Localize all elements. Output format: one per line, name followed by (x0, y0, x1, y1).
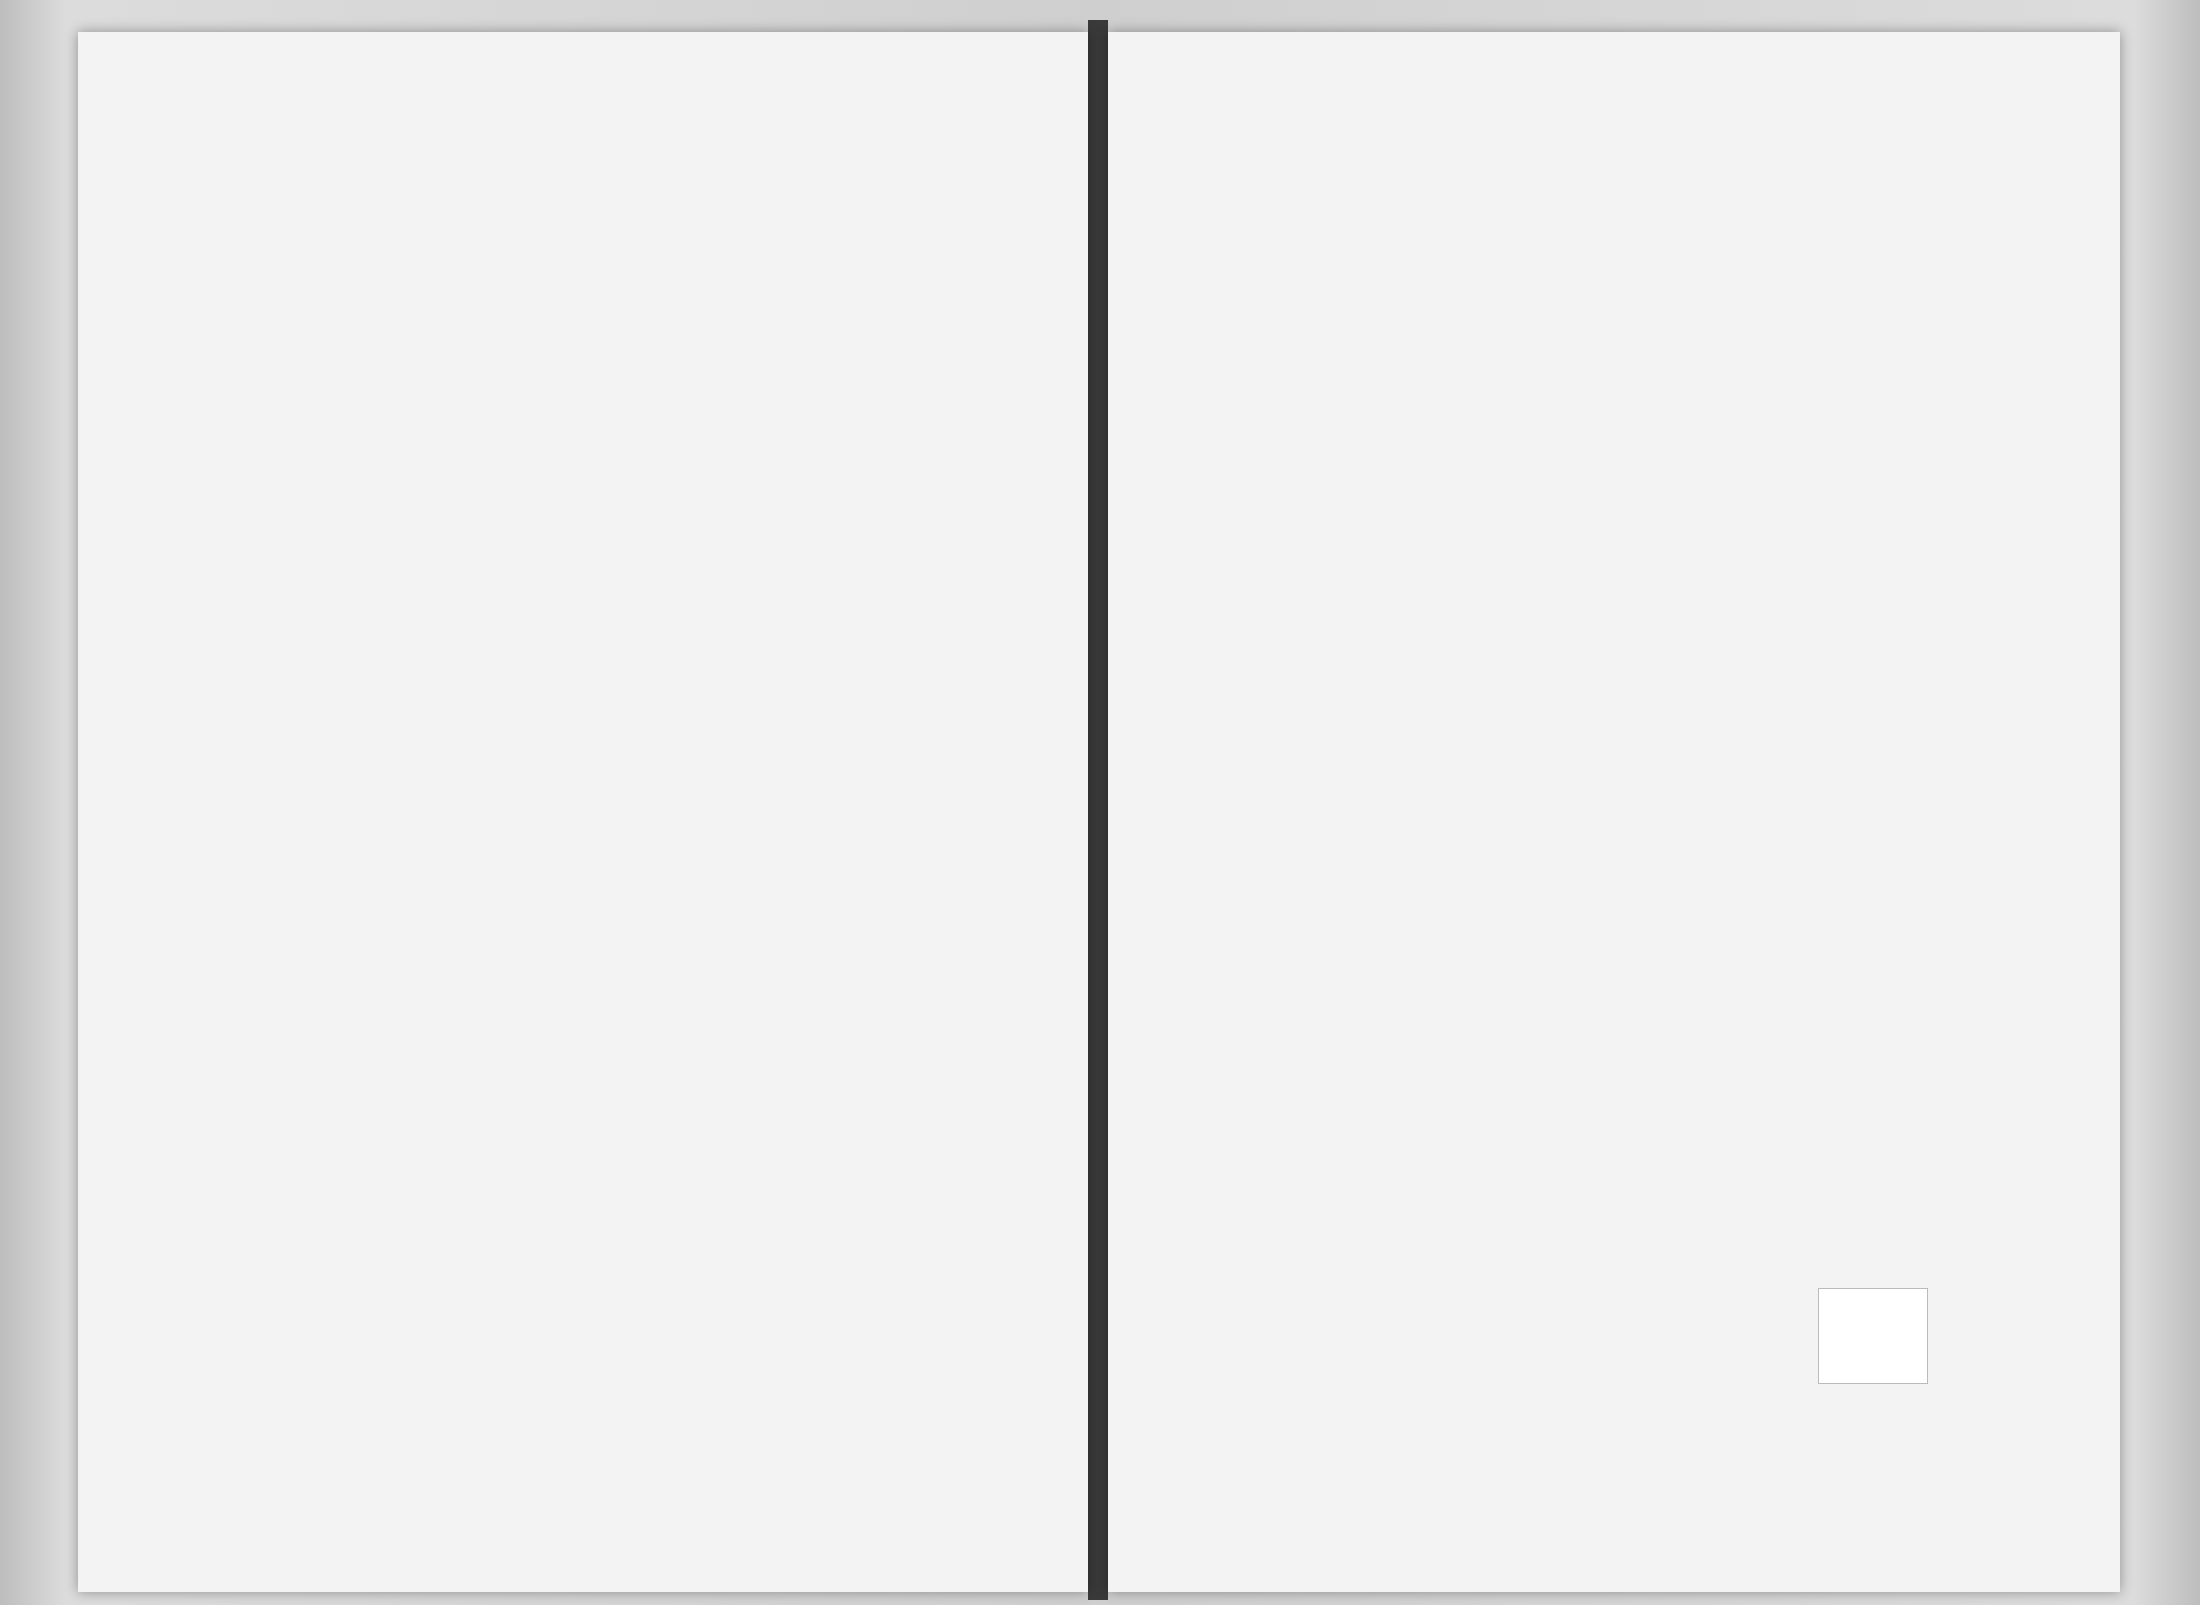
empty-spread-stamp (1818, 1288, 1928, 1384)
